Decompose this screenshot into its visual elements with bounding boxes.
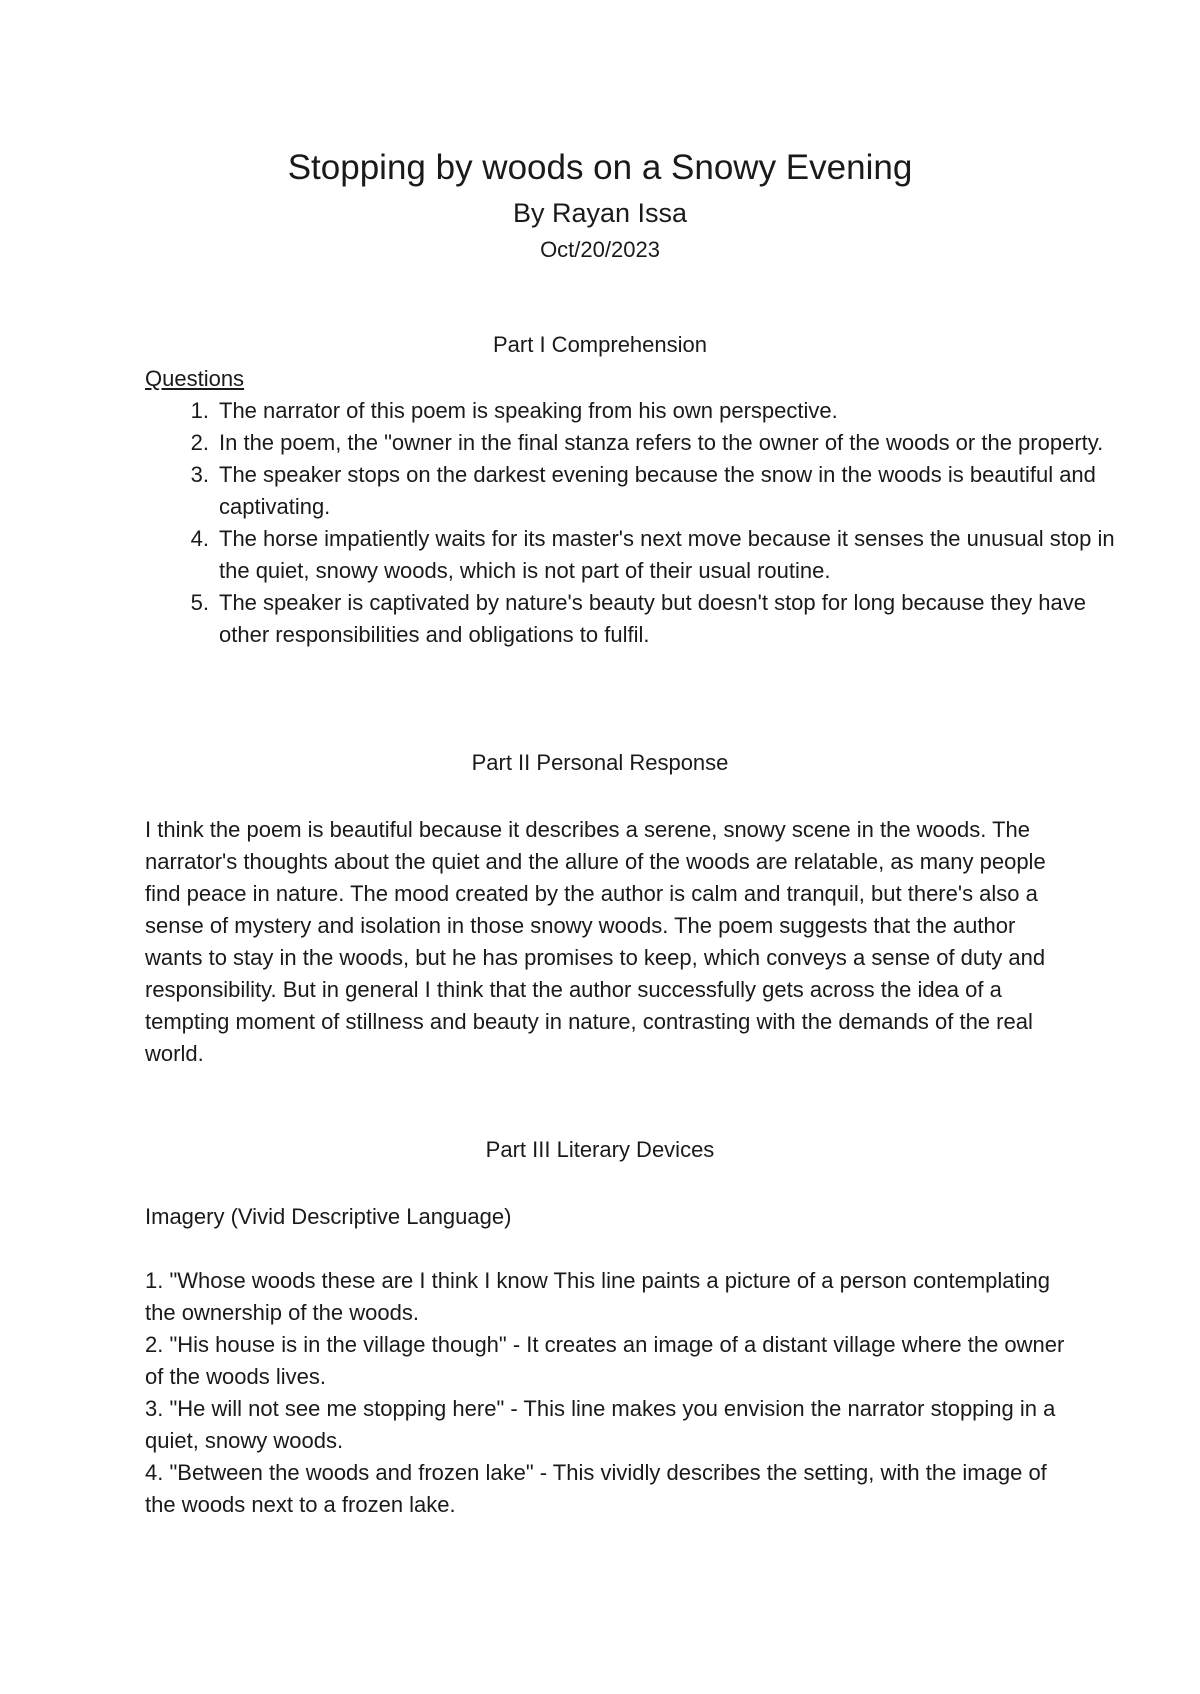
questions-list <box>145 395 1139 651</box>
list-item-number: 3. <box>190 462 209 487</box>
list-item <box>190 523 1139 587</box>
imagery-item: 1. "Whose woods these are I think I know This line paints a picture of a person contemplating the ownership of the woods. <box>145 1268 1051 1325</box>
list-item-text: The speaker is captivated by nature's beauty but doesn't stop for long because they have other responsibilities and obligations to fulfil. <box>219 590 1086 647</box>
personal-response-paragraph: I think the poem is beautiful because it describes a serene, snowy scene in the woods. The narrator's thoughts about the quiet and the allure of the woods are relatable, as many people find peace in nature. The mood created by the author is calm and tranquil, but there's also a sense of mystery and isolation in those snowy woods. The poem suggests that the author wants to stay in the woods, but he has promises to keep, which conveys a sense of duty and responsibility. But in general I think that the author successfully gets across the idea of a tempting moment of stillness and beauty in nature, contrasting with the demands of the real world. <box>145 817 1046 1066</box>
list-item-text: The horse impatiently waits for its master's next move because it senses the unusual stop in the quiet, snowy woods, which is not part of their usual routine. <box>219 526 1115 583</box>
list-item-number: 1. <box>190 398 209 423</box>
list-item <box>190 459 1139 523</box>
list-item-text: The speaker stops on the darkest evening because the snow in the woods is beautiful and captivating. <box>219 462 1096 519</box>
imagery-item: 2. "His house is in the village though" - It creates an image of a distant village where the owner of the woods lives. <box>145 1332 1065 1389</box>
list-item-number: 4. <box>190 526 209 551</box>
part2-heading: Part II Personal Response <box>471 750 729 775</box>
imagery-item: 4. "Between the woods and frozen lake" - This vividly describes the setting, with the image of the woods next to a frozen lake. <box>145 1460 1047 1517</box>
imagery-heading: Imagery (Vivid Descriptive Language) <box>145 1204 512 1229</box>
author-line: By Rayan Issa <box>512 198 688 228</box>
date-line: Oct/20/2023 <box>540 237 660 262</box>
part3-heading: Part III Literary Devices <box>485 1137 715 1162</box>
document-title: Stopping by woods on a Snowy Evening <box>287 148 913 187</box>
list-item-number: 2. <box>190 430 209 455</box>
list-item-text: In the poem, the "owner in the final stanza refers to the owner of the woods or the property. <box>219 430 1104 455</box>
list-item-text: The narrator of this poem is speaking from his own perspective. <box>219 398 838 423</box>
questions-label: Questions <box>145 366 245 391</box>
list-item <box>190 395 1139 427</box>
list-item <box>190 427 1139 459</box>
part1-heading: Part I Comprehension <box>493 332 707 357</box>
list-item-number: 5. <box>190 590 209 615</box>
imagery-list <box>145 1265 1065 1521</box>
imagery-item: 3. "He will not see me stopping here" - This line makes you envision the narrator stopping in a quiet, snowy woods. <box>145 1396 1056 1453</box>
list-item <box>190 587 1139 651</box>
